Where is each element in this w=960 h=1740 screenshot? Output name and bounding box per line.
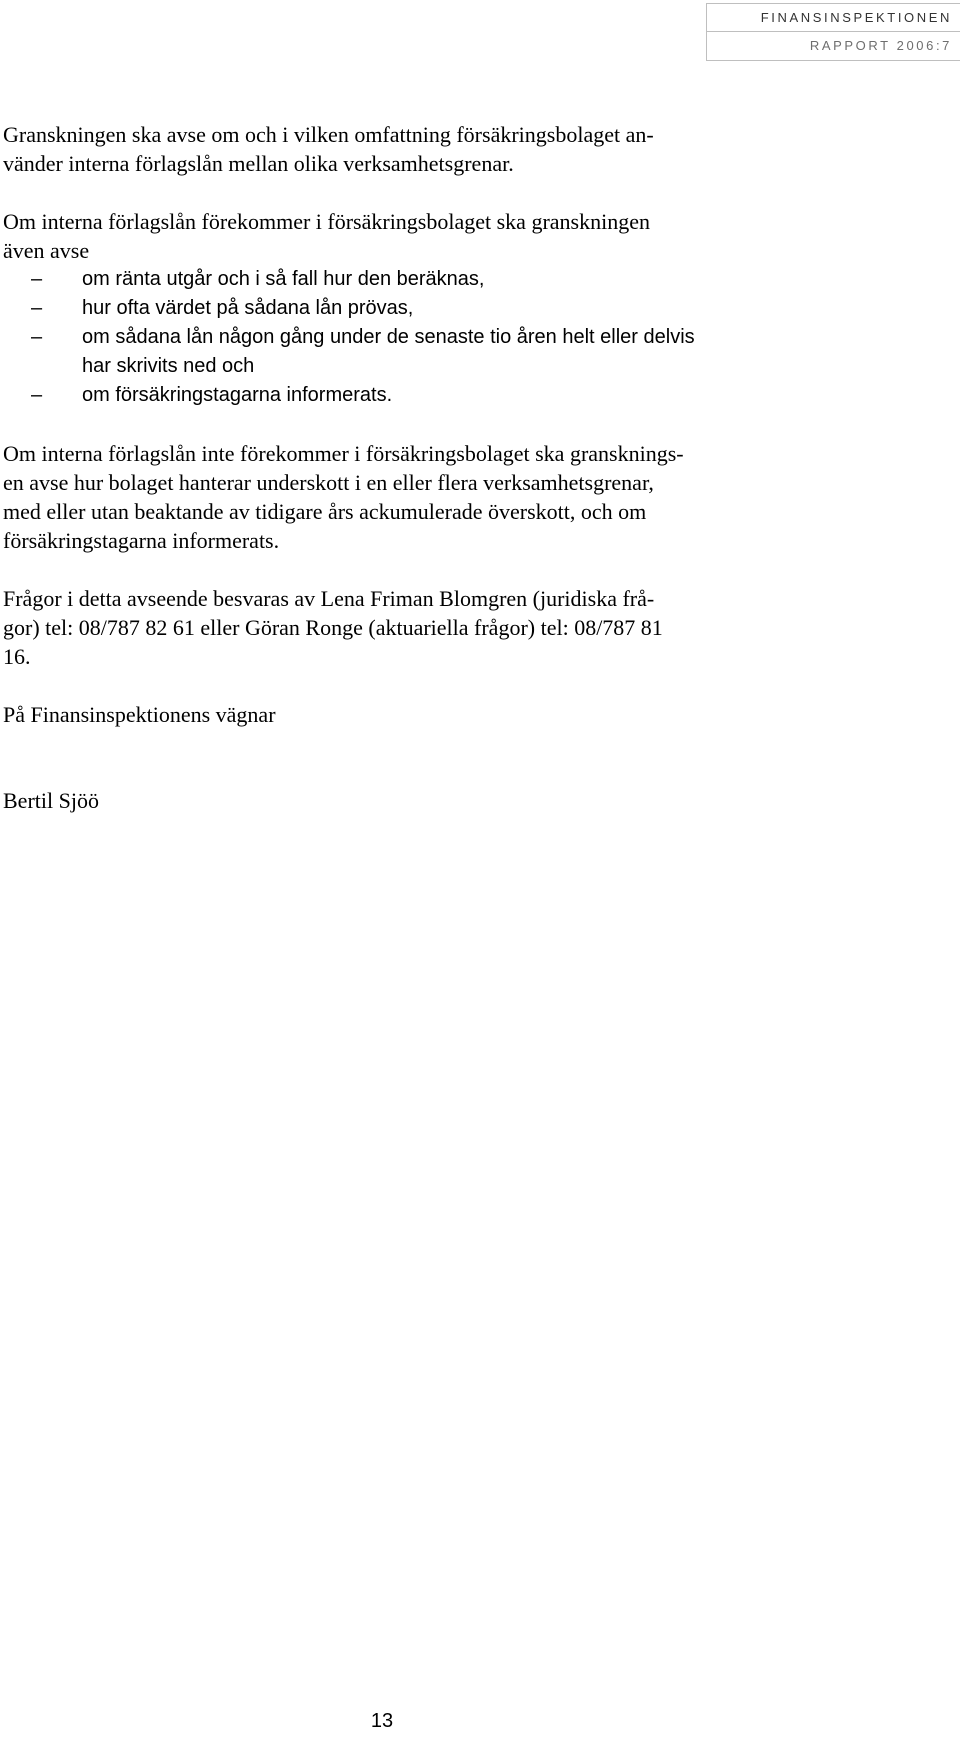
- list-item-text: om försäkringstagarna informerats.: [82, 384, 393, 406]
- paragraph-no-internal-loans: [3, 439, 745, 555]
- paragraph-line: 16.: [3, 644, 31, 669]
- paragraph-line: försäkringstagarna informerats.: [3, 528, 280, 553]
- dash-marker: –: [31, 268, 43, 290]
- report-header: [706, 3, 960, 61]
- document-body: [3, 120, 745, 815]
- signature-name: Bertil Sjöö: [3, 788, 99, 813]
- paragraph-line: Frågor i detta avseende besvaras av Lena Friman Blomgren (juridiska frå-: [3, 586, 655, 611]
- report-number: RAPPORT 2006:7: [809, 38, 952, 53]
- list-item: [3, 294, 745, 323]
- list-item: [3, 265, 745, 294]
- organization-name: FINANSINSPEKTIONEN: [707, 4, 960, 32]
- dash-marker: –: [31, 297, 43, 319]
- dash-marker: –: [31, 326, 43, 348]
- list-item: [3, 381, 745, 410]
- paragraph-line: med eller utan beaktande av tidigare års ackumulerade överskott, och om: [3, 499, 647, 524]
- page-number: [0, 1709, 960, 1733]
- review-criteria-list: [3, 265, 745, 410]
- list-item-text: om sådana lån någon gång under de senaste tio åren helt eller delvis: [82, 326, 695, 348]
- paragraph-line: vänder interna förlagslån mellan olika verksamhetsgrenar.: [3, 151, 514, 176]
- paragraph-line: Om interna förlagslån inte förekommer i försäkringsbolaget ska gransknings-: [3, 441, 684, 466]
- paragraph-line: Granskningen ska avse om och i vilken omfattning försäkringsbolaget an-: [3, 122, 654, 147]
- closing-phrase: På Finansinspektionens vägnar: [3, 702, 276, 727]
- paragraph-scope: [3, 120, 745, 178]
- paragraph-line: även avse: [3, 238, 90, 263]
- list-item-text: om ränta utgår och i så fall hur den beräknas,: [82, 268, 485, 290]
- dash-marker: –: [31, 384, 43, 406]
- paragraph-contacts: [3, 584, 745, 671]
- list-item-text: hur ofta värdet på sådana lån prövas,: [82, 297, 414, 319]
- paragraph-line: en avse hur bolaget hanterar underskott i en eller flera verksamhetsgrenar,: [3, 470, 654, 495]
- paragraph-internal-loans: [3, 207, 745, 265]
- list-item: [3, 323, 745, 381]
- paragraph-line: gor) tel: 08/787 82 61 eller Göran Ronge (aktuariella frågor) tel: 08/787 81: [3, 615, 663, 640]
- page-number-text: 13: [370, 1710, 394, 1732]
- list-item-text: har skrivits ned och: [82, 355, 255, 377]
- paragraph-line: Om interna förlagslån förekommer i försäkringsbolaget ska granskningen: [3, 209, 650, 234]
